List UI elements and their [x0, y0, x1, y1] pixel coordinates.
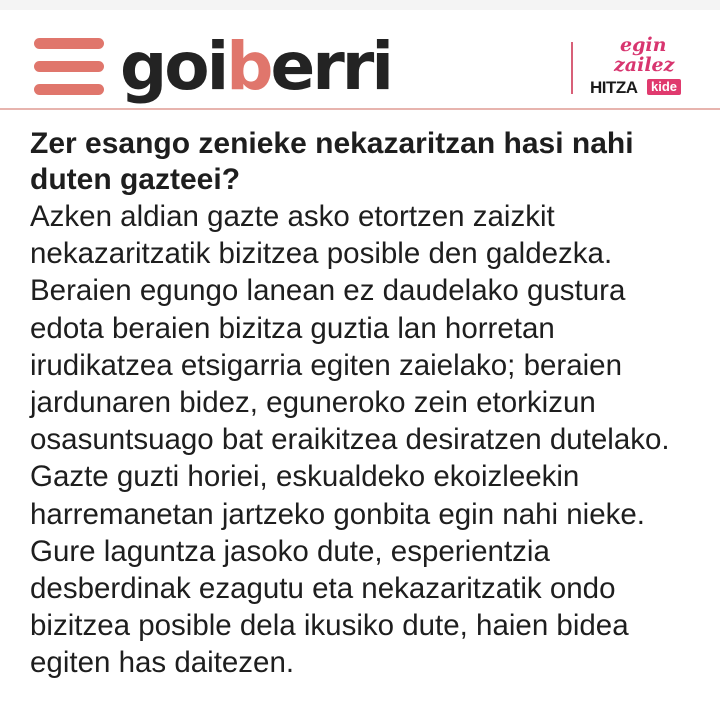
logo-text-prefix: goi	[120, 28, 227, 105]
article-body	[30, 126, 694, 682]
campaign-line-1: egin	[620, 34, 667, 56]
logo-text-accent: b	[226, 28, 271, 105]
goiberri-logo[interactable]	[120, 28, 391, 105]
site-header	[0, 10, 720, 108]
status-bar	[0, 0, 720, 10]
campaign-tag: kide	[647, 79, 681, 95]
interview-answer: Azken aldian gazte asko etortzen zaizkit nekazaritzatik bizitzea posible den galdezka. Beraien egungo lanean ez daudelako gustura edota beraien bizitza guztia lan horretan irudikatzea etsigarria egiten zaielako; beraien jardunaren bidez, eguneroko zein etorkizun osasuntsuago bat eraikitzea desiratzen dutelako. Gazte guzti horiei, eskualdeko ekoizleekin harremanetan jartzeko gonbita egin nahi nieke. Gure laguntza jasoko dute, esperientzia desberdinak ezagutu eta nekazaritzatik ondo bizitzea posible dela ikusiko dute, haien bidea egiten has daitezen.	[30, 200, 670, 680]
logo-text-suffix: erri	[270, 28, 391, 105]
header-divider	[571, 42, 573, 94]
campaign-brand: HITZA	[590, 78, 638, 97]
interview-question: Zer esango zenieke nekazaritzan hasi nahi duten gazteei?	[30, 127, 634, 196]
header-rule	[0, 108, 720, 110]
menu-bar	[34, 38, 104, 49]
hamburger-menu-icon[interactable]	[34, 38, 104, 96]
menu-bar	[34, 84, 104, 95]
menu-bar	[34, 61, 104, 72]
campaign-line-2: zailez	[614, 54, 675, 76]
egin-zailez-hitzakide-banner[interactable]	[590, 36, 694, 100]
